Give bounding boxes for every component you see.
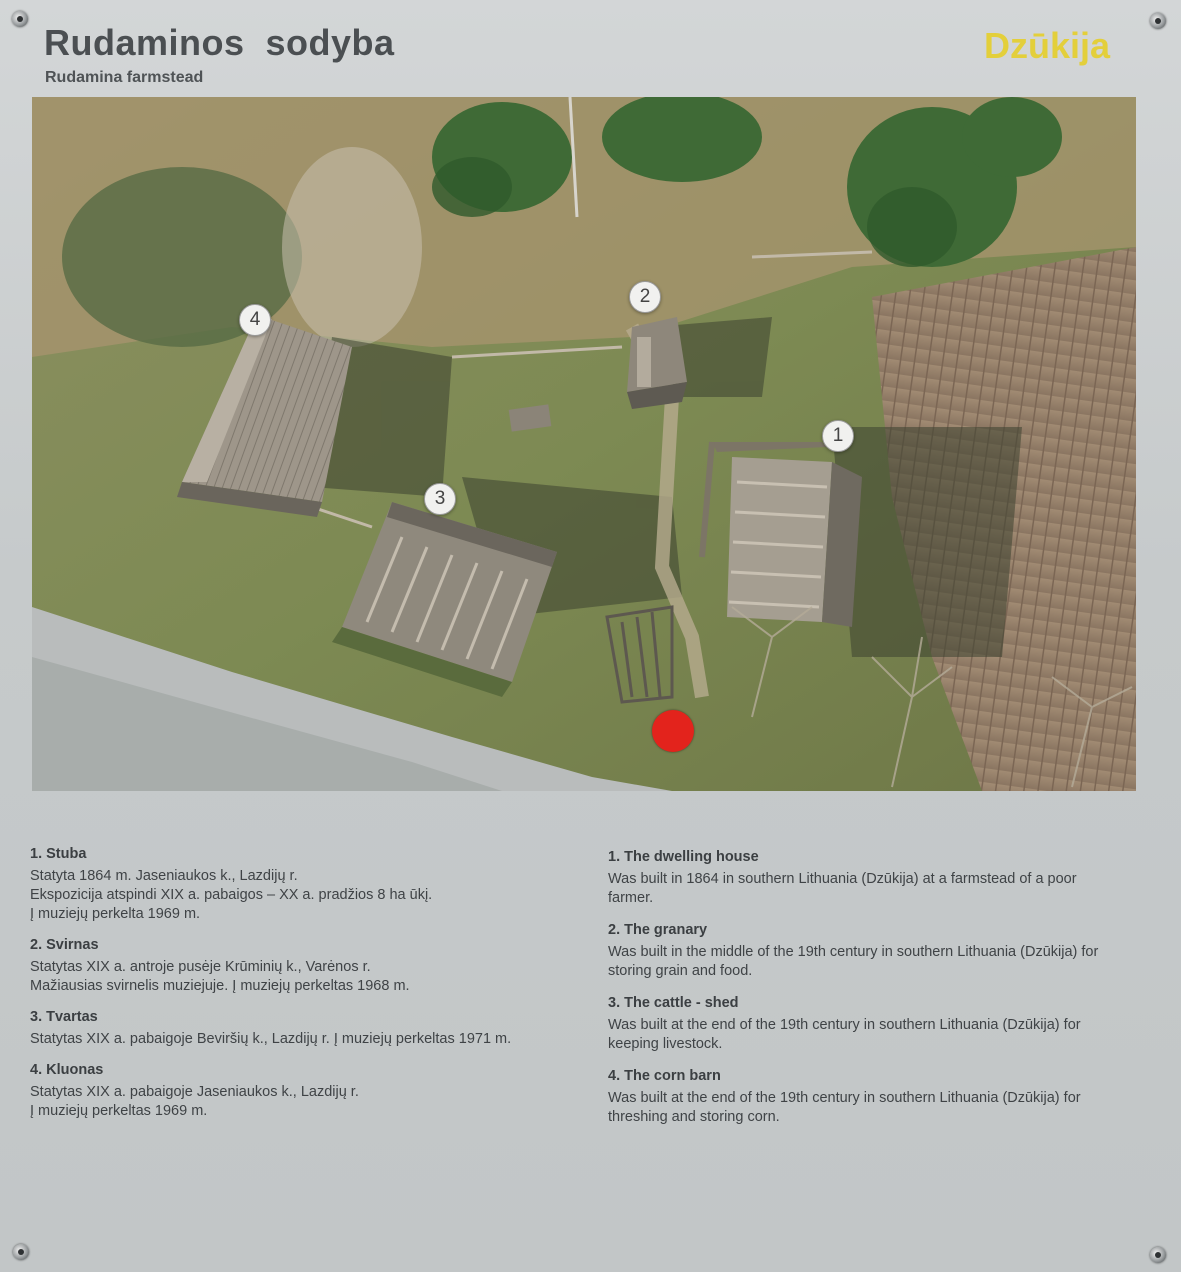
lt-heading: 1. Stuba <box>30 846 87 862</box>
map-marker-1: 1 <box>822 420 854 452</box>
page-subtitle: Rudamina farmstead <box>45 69 204 86</box>
map-marker-4: 4 <box>239 304 271 336</box>
en-item-cattle-shed <box>608 995 1168 1054</box>
page-title: Rudaminos sodyba <box>44 22 395 63</box>
screw-bottom-left <box>13 1244 29 1260</box>
english-descriptions <box>608 849 1168 1141</box>
region-label: Dzūkija <box>984 25 1111 66</box>
lt-item-stuba <box>30 846 590 924</box>
you-are-here-dot <box>652 710 694 752</box>
lt-text: Statyta 1864 m. Jaseniaukos k., Lazdijų r. Ekspozicija atspindi XIX a. pabaigos – XX a. pradžios 8 ha ūkį. Į muziejų perkelta 1969 m. <box>30 868 433 922</box>
en-item-dwelling-house <box>608 849 1168 908</box>
en-item-granary <box>608 922 1168 981</box>
lt-text: Statytas XIX a. pabaigoje Jaseniaukos k., Lazdijų r. Į muziejų perkeltas 1969 m. <box>30 1084 359 1119</box>
en-text: Was built at the end of the 19th century in southern Lithuania (Dzūkija) for keeping livestock. <box>608 1017 1081 1052</box>
map-marker-2: 2 <box>629 281 661 313</box>
en-heading: 3. The cattle - shed <box>608 995 739 1011</box>
aerial-photo <box>32 97 1136 791</box>
lt-item-svirnas <box>30 937 590 996</box>
lt-text: Statytas XIX a. antroje pusėje Krūminių k., Varėnos r. Mažiausias svirnelis muziejuje. Į muziejų perkeltas 1968 m. <box>30 959 410 994</box>
lt-item-tvartas <box>30 1009 590 1049</box>
lt-item-kluonas <box>30 1062 590 1121</box>
screw-bottom-right <box>1150 1247 1166 1263</box>
en-text: Was built at the end of the 19th century in southern Lithuania (Dzūkija) for threshing and storing corn. <box>608 1090 1081 1125</box>
screw-top-right <box>1150 13 1166 29</box>
lt-text: Statytas XIX a. pabaigoje Beviršių k., Lazdijų r. Į muziejų perkeltas 1971 m. <box>30 1031 512 1047</box>
en-text: Was built in the middle of the 19th century in southern Lithuania (Dzūkija) for storing grain and food. <box>608 944 1099 979</box>
lithuanian-descriptions <box>30 846 590 1134</box>
aerial-photo-drawing <box>32 97 1136 791</box>
lt-heading: 3. Tvartas <box>30 1009 98 1025</box>
map-marker-3: 3 <box>424 483 456 515</box>
en-heading: 1. The dwelling house <box>608 849 759 865</box>
lt-heading: 2. Svirnas <box>30 937 99 953</box>
screw-top-left <box>12 11 28 27</box>
en-heading: 2. The granary <box>608 922 708 938</box>
en-item-corn-barn <box>608 1068 1168 1127</box>
en-text: Was built in 1864 in southern Lithuania (Dzūkija) at a farmstead of a poor farmer. <box>608 871 1077 906</box>
lt-heading: 4. Kluonas <box>30 1062 104 1078</box>
en-heading: 4. The corn barn <box>608 1068 721 1084</box>
